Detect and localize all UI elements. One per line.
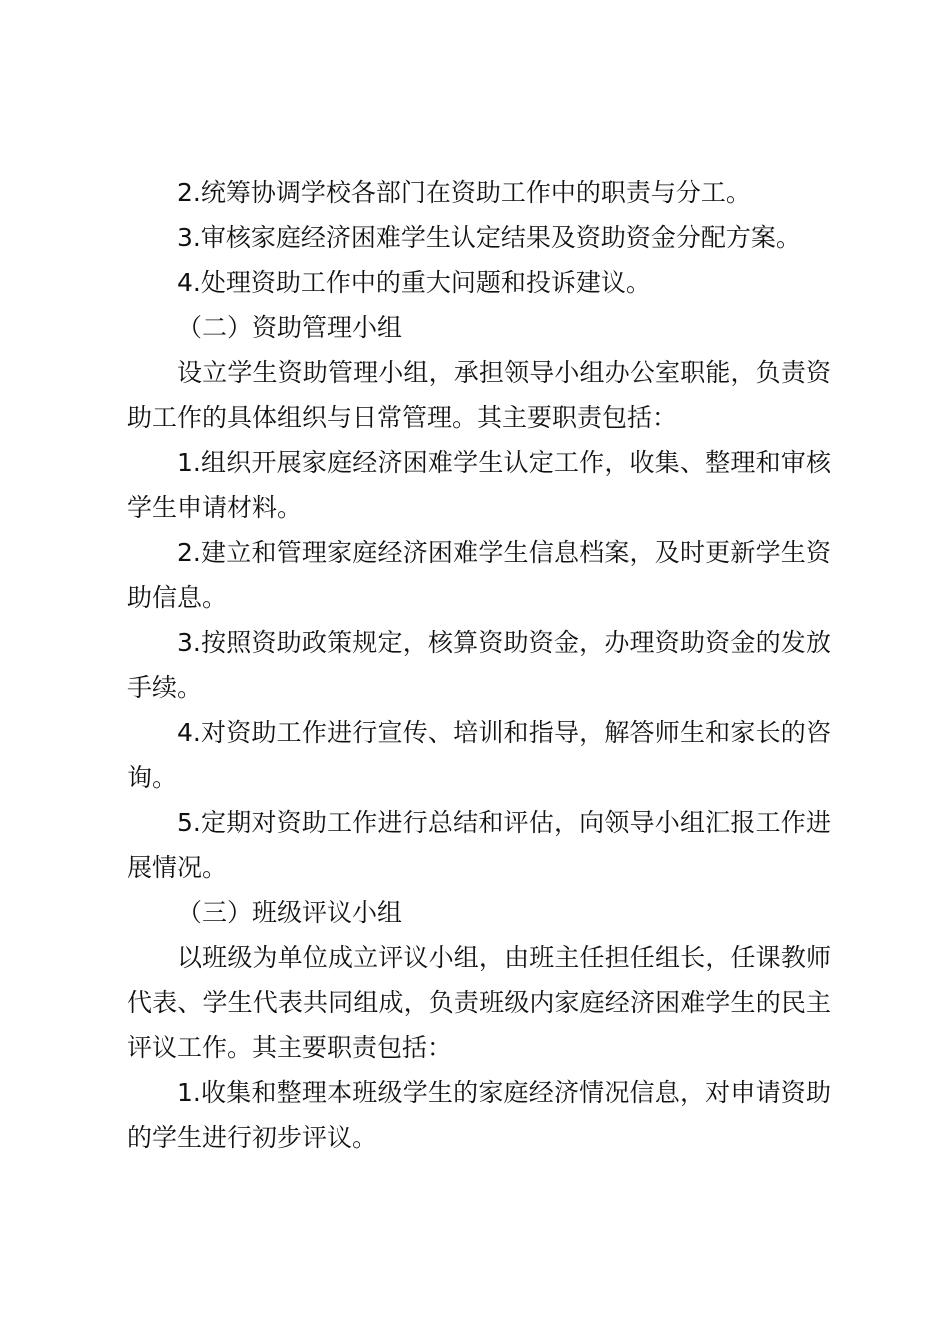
list-item-summary-evaluation: 5.定期对资助工作进行总结和评估，向领导小组汇报工作进展情况。 xyxy=(127,808,831,882)
paragraph-class-review-group-intro: 以班级为单位成立评议小组，由班主任担任组长，任课教师代表、学生代表共同组成，负责班级内家庭经济困难学生的民主评议工作。其主要职责包括： xyxy=(127,943,831,1062)
list-item-collect-information: 1.收集和整理本班级学生的家庭经济情况信息，对申请资助的学生进行初步评议。 xyxy=(127,1078,831,1152)
list-item-build-archives: 2.建立和管理家庭经济困难学生信息档案，及时更新学生资助信息。 xyxy=(127,538,831,612)
paragraph-management-group-intro: 设立学生资助管理小组，承担领导小组办公室职能，负责资助工作的具体组织与日常管理。其主要职责包括： xyxy=(127,358,831,432)
list-item-publicity-training: 4.对资助工作进行宣传、培训和指导，解答师生和家长的咨询。 xyxy=(127,718,831,792)
section-heading-management-group: （二）资助管理小组 xyxy=(177,313,403,342)
list-item-coordinate-duties: 2.统筹协调学校各部门在资助工作中的职责与分工。 xyxy=(177,178,751,207)
document-body xyxy=(127,170,831,1160)
list-item-organize-identification: 1.组织开展家庭经济困难学生认定工作，收集、整理和审核学生申请材料。 xyxy=(127,448,831,522)
list-item-review-results: 3.审核家庭经济困难学生认定结果及资助资金分配方案。 xyxy=(177,223,801,252)
list-item-handle-issues: 4.处理资助工作中的重大问题和投诉建议。 xyxy=(177,268,651,297)
section-heading-class-review-group: （三）班级评议小组 xyxy=(177,898,403,927)
list-item-calculate-funds: 3.按照资助政策规定，核算资助资金，办理资助资金的发放手续。 xyxy=(127,628,831,702)
